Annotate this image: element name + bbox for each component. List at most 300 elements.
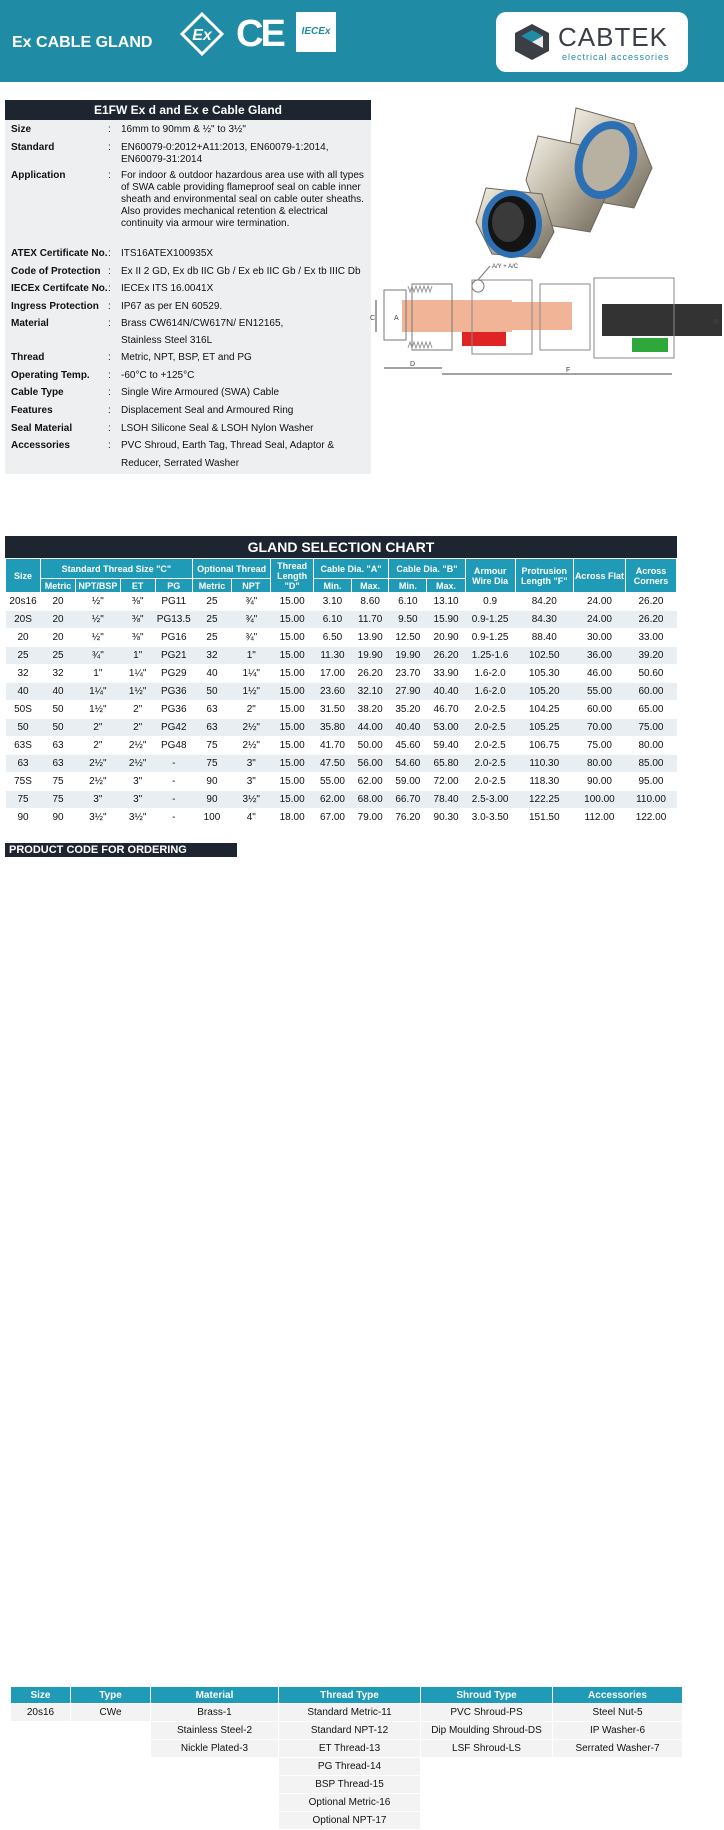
table-cell: 20s16 bbox=[11, 1704, 71, 1722]
table-cell: 3" bbox=[76, 791, 121, 809]
spec-value: Ex II 2 GD, Ex db IIC Gb / Ex eb IIC Gb / Ex tb IIIC Db bbox=[121, 266, 361, 277]
spec-colon: : bbox=[108, 440, 111, 451]
table-row bbox=[11, 1812, 683, 1830]
table-cell: 25 bbox=[41, 647, 76, 665]
table-cell: 63 bbox=[41, 755, 76, 773]
table-cell: 40.40 bbox=[389, 719, 427, 737]
table-cell: 3" bbox=[120, 791, 155, 809]
table-cell: Optional NPT-17 bbox=[279, 1812, 421, 1830]
table-cell: Standard Metric-11 bbox=[279, 1704, 421, 1722]
table-cell: 102.50 bbox=[515, 647, 573, 665]
row-size-cell: 20s16 bbox=[6, 593, 41, 611]
table-cell: 50 bbox=[41, 701, 76, 719]
spec-title: E1FW Ex d and Ex e Cable Gland bbox=[5, 100, 371, 120]
table-cell: 56.00 bbox=[352, 755, 389, 773]
table-cell: 122.25 bbox=[515, 791, 573, 809]
table-cell: PG42 bbox=[155, 719, 192, 737]
table-cell: 35.20 bbox=[389, 701, 427, 719]
table-cell: 2.0-2.5 bbox=[465, 737, 515, 755]
table-row bbox=[6, 755, 677, 773]
table-cell: ⅜" bbox=[120, 611, 155, 629]
drawing-label-a: A bbox=[394, 315, 399, 322]
spec-colon: : bbox=[108, 318, 111, 329]
table-cell: 75 bbox=[192, 755, 231, 773]
table-cell: 3.0-3.50 bbox=[465, 809, 515, 827]
table-cell: 1½" bbox=[120, 683, 155, 701]
table-cell bbox=[421, 1794, 553, 1812]
table-cell: 36.00 bbox=[573, 647, 625, 665]
spec-value: LSOH Silicone Seal & LSOH Nylon Washer bbox=[121, 423, 314, 434]
table-cell: 75 bbox=[41, 773, 76, 791]
table-cell: PVC Shroud-PS bbox=[421, 1704, 553, 1722]
spec-value: IP67 as per EN 60529. bbox=[121, 301, 223, 312]
col-armour-wire: Armour Wire Dia bbox=[465, 559, 515, 593]
table-cell: 75 bbox=[41, 791, 76, 809]
spec-colon: : bbox=[108, 301, 111, 312]
iecex-logo-icon: IECEx bbox=[296, 12, 336, 52]
ce-mark-icon: CE bbox=[236, 13, 283, 55]
col-max-b: Max. bbox=[427, 579, 465, 593]
spec-label: Ingress Protection bbox=[11, 301, 99, 312]
table-cell: 84.30 bbox=[515, 611, 573, 629]
table-cell: 1¼" bbox=[120, 665, 155, 683]
row-size-cell: 75 bbox=[6, 791, 41, 809]
table-cell: 25 bbox=[192, 611, 231, 629]
table-cell: 27.90 bbox=[389, 683, 427, 701]
table-cell: Steel Nut-5 bbox=[553, 1704, 683, 1722]
table-cell: 13.90 bbox=[352, 629, 389, 647]
table-cell: 2.0-2.5 bbox=[465, 755, 515, 773]
table-cell: 26.20 bbox=[625, 593, 676, 611]
spec-value: Brass CW614N/CW617N/ EN12165, bbox=[121, 318, 284, 329]
spec-colon: : bbox=[108, 405, 111, 416]
table-cell: 104.25 bbox=[515, 701, 573, 719]
table-cell bbox=[151, 1758, 279, 1776]
table-cell: 85.00 bbox=[625, 755, 676, 773]
table-cell bbox=[151, 1776, 279, 1794]
table-cell: 90.30 bbox=[427, 809, 465, 827]
table-cell: 1.25-1.6 bbox=[465, 647, 515, 665]
table-cell: 60.00 bbox=[573, 701, 625, 719]
table-cell bbox=[71, 1812, 151, 1830]
table-cell: 59.40 bbox=[427, 737, 465, 755]
table-cell: 15.00 bbox=[271, 755, 313, 773]
table-cell: 55.00 bbox=[313, 773, 351, 791]
table-cell: 79.00 bbox=[352, 809, 389, 827]
table-cell: 84.20 bbox=[515, 593, 573, 611]
table-cell bbox=[71, 1722, 151, 1740]
spec-value: IECEx ITS 16.0041X bbox=[121, 283, 214, 294]
gland-selection-table bbox=[5, 558, 677, 827]
row-size-cell: 20 bbox=[6, 629, 41, 647]
table-cell: 65.00 bbox=[625, 701, 676, 719]
table-cell: 20.90 bbox=[427, 629, 465, 647]
spec-colon: : bbox=[108, 423, 111, 434]
cabtek-logo bbox=[496, 12, 688, 72]
table-cell: 38.20 bbox=[352, 701, 389, 719]
table-row bbox=[11, 1704, 683, 1722]
table-cell: 0.9 bbox=[465, 593, 515, 611]
technical-drawing bbox=[372, 256, 722, 384]
table-cell: 32.10 bbox=[352, 683, 389, 701]
table-cell: 80.00 bbox=[625, 737, 676, 755]
spec-label: IECEx Certifcate No. bbox=[11, 283, 108, 294]
table-cell: 15.00 bbox=[271, 701, 313, 719]
table-row bbox=[6, 665, 677, 683]
spec-label: Cable Type bbox=[11, 387, 64, 398]
table-row bbox=[6, 647, 677, 665]
table-cell: 2½" bbox=[120, 755, 155, 773]
page-title: Ex CABLE GLAND bbox=[12, 34, 153, 51]
spec-value: Metric, NPT, BSP, ET and PG bbox=[121, 352, 252, 363]
col-opt-npt: NPT bbox=[232, 579, 271, 593]
col-min-b: Min. bbox=[389, 579, 427, 593]
row-size-cell: 20S bbox=[6, 611, 41, 629]
table-cell: 15.00 bbox=[271, 683, 313, 701]
table-cell: 1" bbox=[232, 647, 271, 665]
table-cell: 15.00 bbox=[271, 791, 313, 809]
col-cable-dia-b: Cable Dia. "B" bbox=[389, 559, 465, 579]
table-cell: 1.6-2.0 bbox=[465, 683, 515, 701]
table-row bbox=[6, 773, 677, 791]
table-cell: 2" bbox=[232, 701, 271, 719]
table-cell: 17.00 bbox=[313, 665, 351, 683]
table-cell: 2.0-2.5 bbox=[465, 701, 515, 719]
table-cell: 30.00 bbox=[573, 629, 625, 647]
spec-label: Application bbox=[11, 170, 66, 181]
table-cell: 106.75 bbox=[515, 737, 573, 755]
table-cell: 3" bbox=[232, 755, 271, 773]
table-cell: 2" bbox=[76, 719, 121, 737]
col-min-a: Min. bbox=[313, 579, 351, 593]
spec-label: Code of Protection bbox=[11, 266, 101, 277]
table-cell: 15.00 bbox=[271, 773, 313, 791]
row-size-cell: 63 bbox=[6, 755, 41, 773]
spec-label: Seal Material bbox=[11, 423, 73, 434]
table-cell: 63 bbox=[192, 701, 231, 719]
drawing-label-ay: A/Y + A/C bbox=[492, 264, 519, 270]
table-cell bbox=[11, 1776, 71, 1794]
table-row bbox=[11, 1722, 683, 1740]
table-cell: Serrated Washer-7 bbox=[553, 1740, 683, 1758]
row-size-cell: 75S bbox=[6, 773, 41, 791]
drawing-label-d: D bbox=[410, 361, 416, 368]
table-cell: 90 bbox=[192, 791, 231, 809]
table-cell: 68.00 bbox=[352, 791, 389, 809]
table-cell: 62.00 bbox=[352, 773, 389, 791]
table-cell: ET Thread-13 bbox=[279, 1740, 421, 1758]
table-cell: ⅜" bbox=[120, 629, 155, 647]
table-cell: 13.10 bbox=[427, 593, 465, 611]
table-cell: 46.70 bbox=[427, 701, 465, 719]
table-cell: 4" bbox=[232, 809, 271, 827]
table-cell: 70.00 bbox=[573, 719, 625, 737]
table-cell: 1" bbox=[76, 665, 121, 683]
spec-colon: : bbox=[108, 142, 111, 153]
table-cell: 2½" bbox=[76, 755, 121, 773]
table-cell: 47.50 bbox=[313, 755, 351, 773]
table-cell bbox=[553, 1812, 683, 1830]
table-cell: 95.00 bbox=[625, 773, 676, 791]
table-row bbox=[6, 737, 677, 755]
product-code-header: Type bbox=[71, 1687, 151, 1704]
table-cell: Dip Moulding Shroud-DS bbox=[421, 1722, 553, 1740]
drawing-label-c: C bbox=[370, 315, 376, 322]
col-cable-dia-a: Cable Dia. "A" bbox=[313, 559, 388, 579]
col-pg: PG bbox=[155, 579, 192, 593]
table-cell: 2½" bbox=[232, 719, 271, 737]
spec-value: 16mm to 90mm & ½" to 3½" bbox=[121, 124, 246, 135]
cable-gland-photo bbox=[456, 96, 666, 262]
table-cell: 24.00 bbox=[573, 593, 625, 611]
spec-label: Accessories bbox=[11, 440, 70, 451]
table-cell: 105.20 bbox=[515, 683, 573, 701]
product-code-header: Material bbox=[151, 1687, 279, 1704]
table-cell: 1½" bbox=[232, 683, 271, 701]
spec-colon: : bbox=[108, 387, 111, 398]
table-cell: 1.6-2.0 bbox=[465, 665, 515, 683]
table-row bbox=[11, 1776, 683, 1794]
table-cell: 59.00 bbox=[389, 773, 427, 791]
table-cell: 26.20 bbox=[625, 611, 676, 629]
spec-colon: : bbox=[108, 370, 111, 381]
table-cell bbox=[71, 1758, 151, 1776]
table-cell: 90 bbox=[192, 773, 231, 791]
table-cell: 3" bbox=[232, 773, 271, 791]
table-cell: 6.50 bbox=[313, 629, 351, 647]
table-cell bbox=[421, 1776, 553, 1794]
spec-value: Stainless Steel 316L bbox=[121, 335, 213, 346]
table-cell: 41.70 bbox=[313, 737, 351, 755]
table-cell: 88.40 bbox=[515, 629, 573, 647]
col-across-corners: Across Corners bbox=[625, 559, 676, 593]
spec-value: -60°C to +125°C bbox=[121, 370, 195, 381]
product-code-section bbox=[5, 843, 677, 1826]
table-cell bbox=[421, 1758, 553, 1776]
table-cell: PG29 bbox=[155, 665, 192, 683]
table-cell: 63 bbox=[192, 719, 231, 737]
logo-name: CABTEK bbox=[558, 22, 669, 52]
logo-tagline: electrical accessories bbox=[562, 52, 670, 62]
table-row bbox=[6, 791, 677, 809]
table-cell: 24.00 bbox=[573, 611, 625, 629]
table-cell: 50.60 bbox=[625, 665, 676, 683]
table-cell: 2" bbox=[120, 719, 155, 737]
table-cell bbox=[71, 1776, 151, 1794]
spec-label: ATEX Certificate No. bbox=[11, 248, 108, 259]
table-cell: Standard NPT-12 bbox=[279, 1722, 421, 1740]
table-cell: PG13.5 bbox=[155, 611, 192, 629]
table-cell: 26.20 bbox=[352, 665, 389, 683]
specification-panel bbox=[5, 100, 371, 474]
table-row bbox=[6, 611, 677, 629]
table-cell: PG11 bbox=[155, 593, 192, 611]
product-code-table bbox=[10, 1686, 683, 1830]
table-cell: 11.30 bbox=[313, 647, 351, 665]
table-cell: 15.90 bbox=[427, 611, 465, 629]
col-metric: Metric bbox=[41, 579, 76, 593]
table-cell bbox=[71, 1794, 151, 1812]
table-cell: 0.9-1.25 bbox=[465, 611, 515, 629]
row-size-cell: 50 bbox=[6, 719, 41, 737]
spec-label: Size bbox=[11, 124, 32, 135]
table-row bbox=[11, 1758, 683, 1776]
table-cell: 105.25 bbox=[515, 719, 573, 737]
table-cell: BSP Thread-15 bbox=[279, 1776, 421, 1794]
col-et: ET bbox=[120, 579, 155, 593]
table-cell: 23.60 bbox=[313, 683, 351, 701]
table-cell: 15.00 bbox=[271, 665, 313, 683]
row-size-cell: 25 bbox=[6, 647, 41, 665]
col-across-flat: Across Flat bbox=[573, 559, 625, 593]
table-cell: 76.20 bbox=[389, 809, 427, 827]
spec-colon: : bbox=[108, 124, 111, 135]
product-code-header: Accessories bbox=[553, 1687, 683, 1704]
table-cell: 3½" bbox=[232, 791, 271, 809]
drawing-label-f: F bbox=[566, 367, 571, 374]
product-code-header: Size bbox=[11, 1687, 71, 1704]
col-npt-bsp: NPT/BSP bbox=[76, 579, 121, 593]
table-cell bbox=[553, 1758, 683, 1776]
table-cell: 100.00 bbox=[573, 791, 625, 809]
table-cell: ¾" bbox=[232, 593, 271, 611]
table-cell: 45.60 bbox=[389, 737, 427, 755]
table-cell: 20 bbox=[41, 611, 76, 629]
table-cell: 60.00 bbox=[625, 683, 676, 701]
table-row bbox=[6, 809, 677, 827]
chart-title: GLAND SELECTION CHART bbox=[5, 536, 677, 558]
table-cell: 78.40 bbox=[427, 791, 465, 809]
table-cell: 55.00 bbox=[573, 683, 625, 701]
table-cell: 2.0-2.5 bbox=[465, 719, 515, 737]
drawing-label-b: B bbox=[714, 319, 719, 326]
table-cell: 25 bbox=[192, 629, 231, 647]
table-cell: 0.9-1.25 bbox=[465, 629, 515, 647]
table-cell: 1" bbox=[120, 647, 155, 665]
table-cell: ¾" bbox=[232, 629, 271, 647]
table-row bbox=[6, 719, 677, 737]
table-cell: - bbox=[155, 809, 192, 827]
table-cell: 46.00 bbox=[573, 665, 625, 683]
row-size-cell: 40 bbox=[6, 683, 41, 701]
table-cell: 67.00 bbox=[313, 809, 351, 827]
table-cell: 110.30 bbox=[515, 755, 573, 773]
table-row bbox=[11, 1740, 683, 1758]
table-cell: 2.0-2.5 bbox=[465, 773, 515, 791]
spec-colon: : bbox=[108, 352, 111, 363]
table-cell bbox=[553, 1794, 683, 1812]
table-cell: 90 bbox=[41, 809, 76, 827]
spec-value: PVC Shroud, Earth Tag, Thread Seal, Adaptor & bbox=[121, 440, 335, 451]
spec-colon: : bbox=[108, 170, 111, 181]
table-cell: 3.10 bbox=[313, 593, 351, 611]
header-banner bbox=[0, 0, 724, 82]
table-cell: 39.20 bbox=[625, 647, 676, 665]
table-row bbox=[6, 701, 677, 719]
table-cell bbox=[421, 1812, 553, 1830]
table-cell bbox=[553, 1776, 683, 1794]
product-code-header: Shroud Type bbox=[421, 1687, 553, 1704]
spec-colon: : bbox=[108, 266, 111, 277]
table-cell: 20 bbox=[41, 629, 76, 647]
table-cell bbox=[11, 1812, 71, 1830]
table-cell: 112.00 bbox=[573, 809, 625, 827]
table-cell: - bbox=[155, 755, 192, 773]
table-cell: 19.90 bbox=[389, 647, 427, 665]
table-cell bbox=[11, 1794, 71, 1812]
table-cell: 15.00 bbox=[271, 629, 313, 647]
table-cell: 40.40 bbox=[427, 683, 465, 701]
table-cell: ¾" bbox=[232, 611, 271, 629]
col-standard-thread: Standard Thread Size "C" bbox=[41, 559, 193, 579]
table-cell: 3½" bbox=[76, 809, 121, 827]
table-cell: 118.30 bbox=[515, 773, 573, 791]
row-size-cell: 63S bbox=[6, 737, 41, 755]
table-cell: 33.00 bbox=[625, 629, 676, 647]
table-cell: Optional Metric-16 bbox=[279, 1794, 421, 1812]
table-cell: 31.50 bbox=[313, 701, 351, 719]
spec-value: For indoor & outdoor hazardous area use with all types of SWA cable providing flameproof seal on cable inner sheath and environmental seal on cable outer sheaths. Also provides mechanical retention & electrical continuity via armour wire termination. bbox=[121, 170, 364, 229]
table-cell: 19.90 bbox=[352, 647, 389, 665]
table-cell: 3½" bbox=[120, 809, 155, 827]
spec-value: EN60079-0:2012+A11:2013, EN60079-1:2014, EN60079-31:2014 bbox=[121, 142, 329, 165]
table-cell: Nickle Plated-3 bbox=[151, 1740, 279, 1758]
table-cell: - bbox=[155, 791, 192, 809]
table-cell: 8.60 bbox=[352, 593, 389, 611]
table-cell: 90.00 bbox=[573, 773, 625, 791]
spec-colon: : bbox=[108, 248, 111, 259]
row-size-cell: 90 bbox=[6, 809, 41, 827]
table-cell: 40 bbox=[41, 683, 76, 701]
table-cell: 100 bbox=[192, 809, 231, 827]
table-cell: 3" bbox=[120, 773, 155, 791]
product-code-title: PRODUCT CODE FOR ORDERING PURPOSE bbox=[5, 843, 237, 857]
table-cell: 53.00 bbox=[427, 719, 465, 737]
table-cell: 80.00 bbox=[573, 755, 625, 773]
table-cell: 75.00 bbox=[573, 737, 625, 755]
table-cell: 26.20 bbox=[427, 647, 465, 665]
table-cell: 1¼" bbox=[76, 683, 121, 701]
table-cell: ½" bbox=[76, 593, 121, 611]
table-cell: - bbox=[155, 773, 192, 791]
table-cell: 151.50 bbox=[515, 809, 573, 827]
table-cell: 1¼" bbox=[232, 665, 271, 683]
table-cell: 66.70 bbox=[389, 791, 427, 809]
row-size-cell: 50S bbox=[6, 701, 41, 719]
col-protrusion: Protrusion Length "F" bbox=[515, 559, 573, 593]
table-cell bbox=[11, 1758, 71, 1776]
table-cell bbox=[151, 1794, 279, 1812]
col-size: Size bbox=[6, 559, 41, 593]
table-cell: 6.10 bbox=[313, 611, 351, 629]
row-size-cell: 32 bbox=[6, 665, 41, 683]
product-code-header: Thread Type bbox=[279, 1687, 421, 1704]
table-cell: 50 bbox=[41, 719, 76, 737]
table-row bbox=[6, 593, 677, 611]
spec-label: Features bbox=[11, 405, 53, 416]
table-cell: 32 bbox=[41, 665, 76, 683]
table-cell: 2½" bbox=[120, 737, 155, 755]
spec-label: Operating Temp. bbox=[11, 370, 90, 381]
spec-label: Thread bbox=[11, 352, 45, 363]
table-cell: 72.00 bbox=[427, 773, 465, 791]
table-cell: ¾" bbox=[76, 647, 121, 665]
table-cell: 50 bbox=[192, 683, 231, 701]
table-cell: PG48 bbox=[155, 737, 192, 755]
table-cell: 2½" bbox=[76, 773, 121, 791]
table-cell: 2.5-3.00 bbox=[465, 791, 515, 809]
table-cell bbox=[11, 1740, 71, 1758]
